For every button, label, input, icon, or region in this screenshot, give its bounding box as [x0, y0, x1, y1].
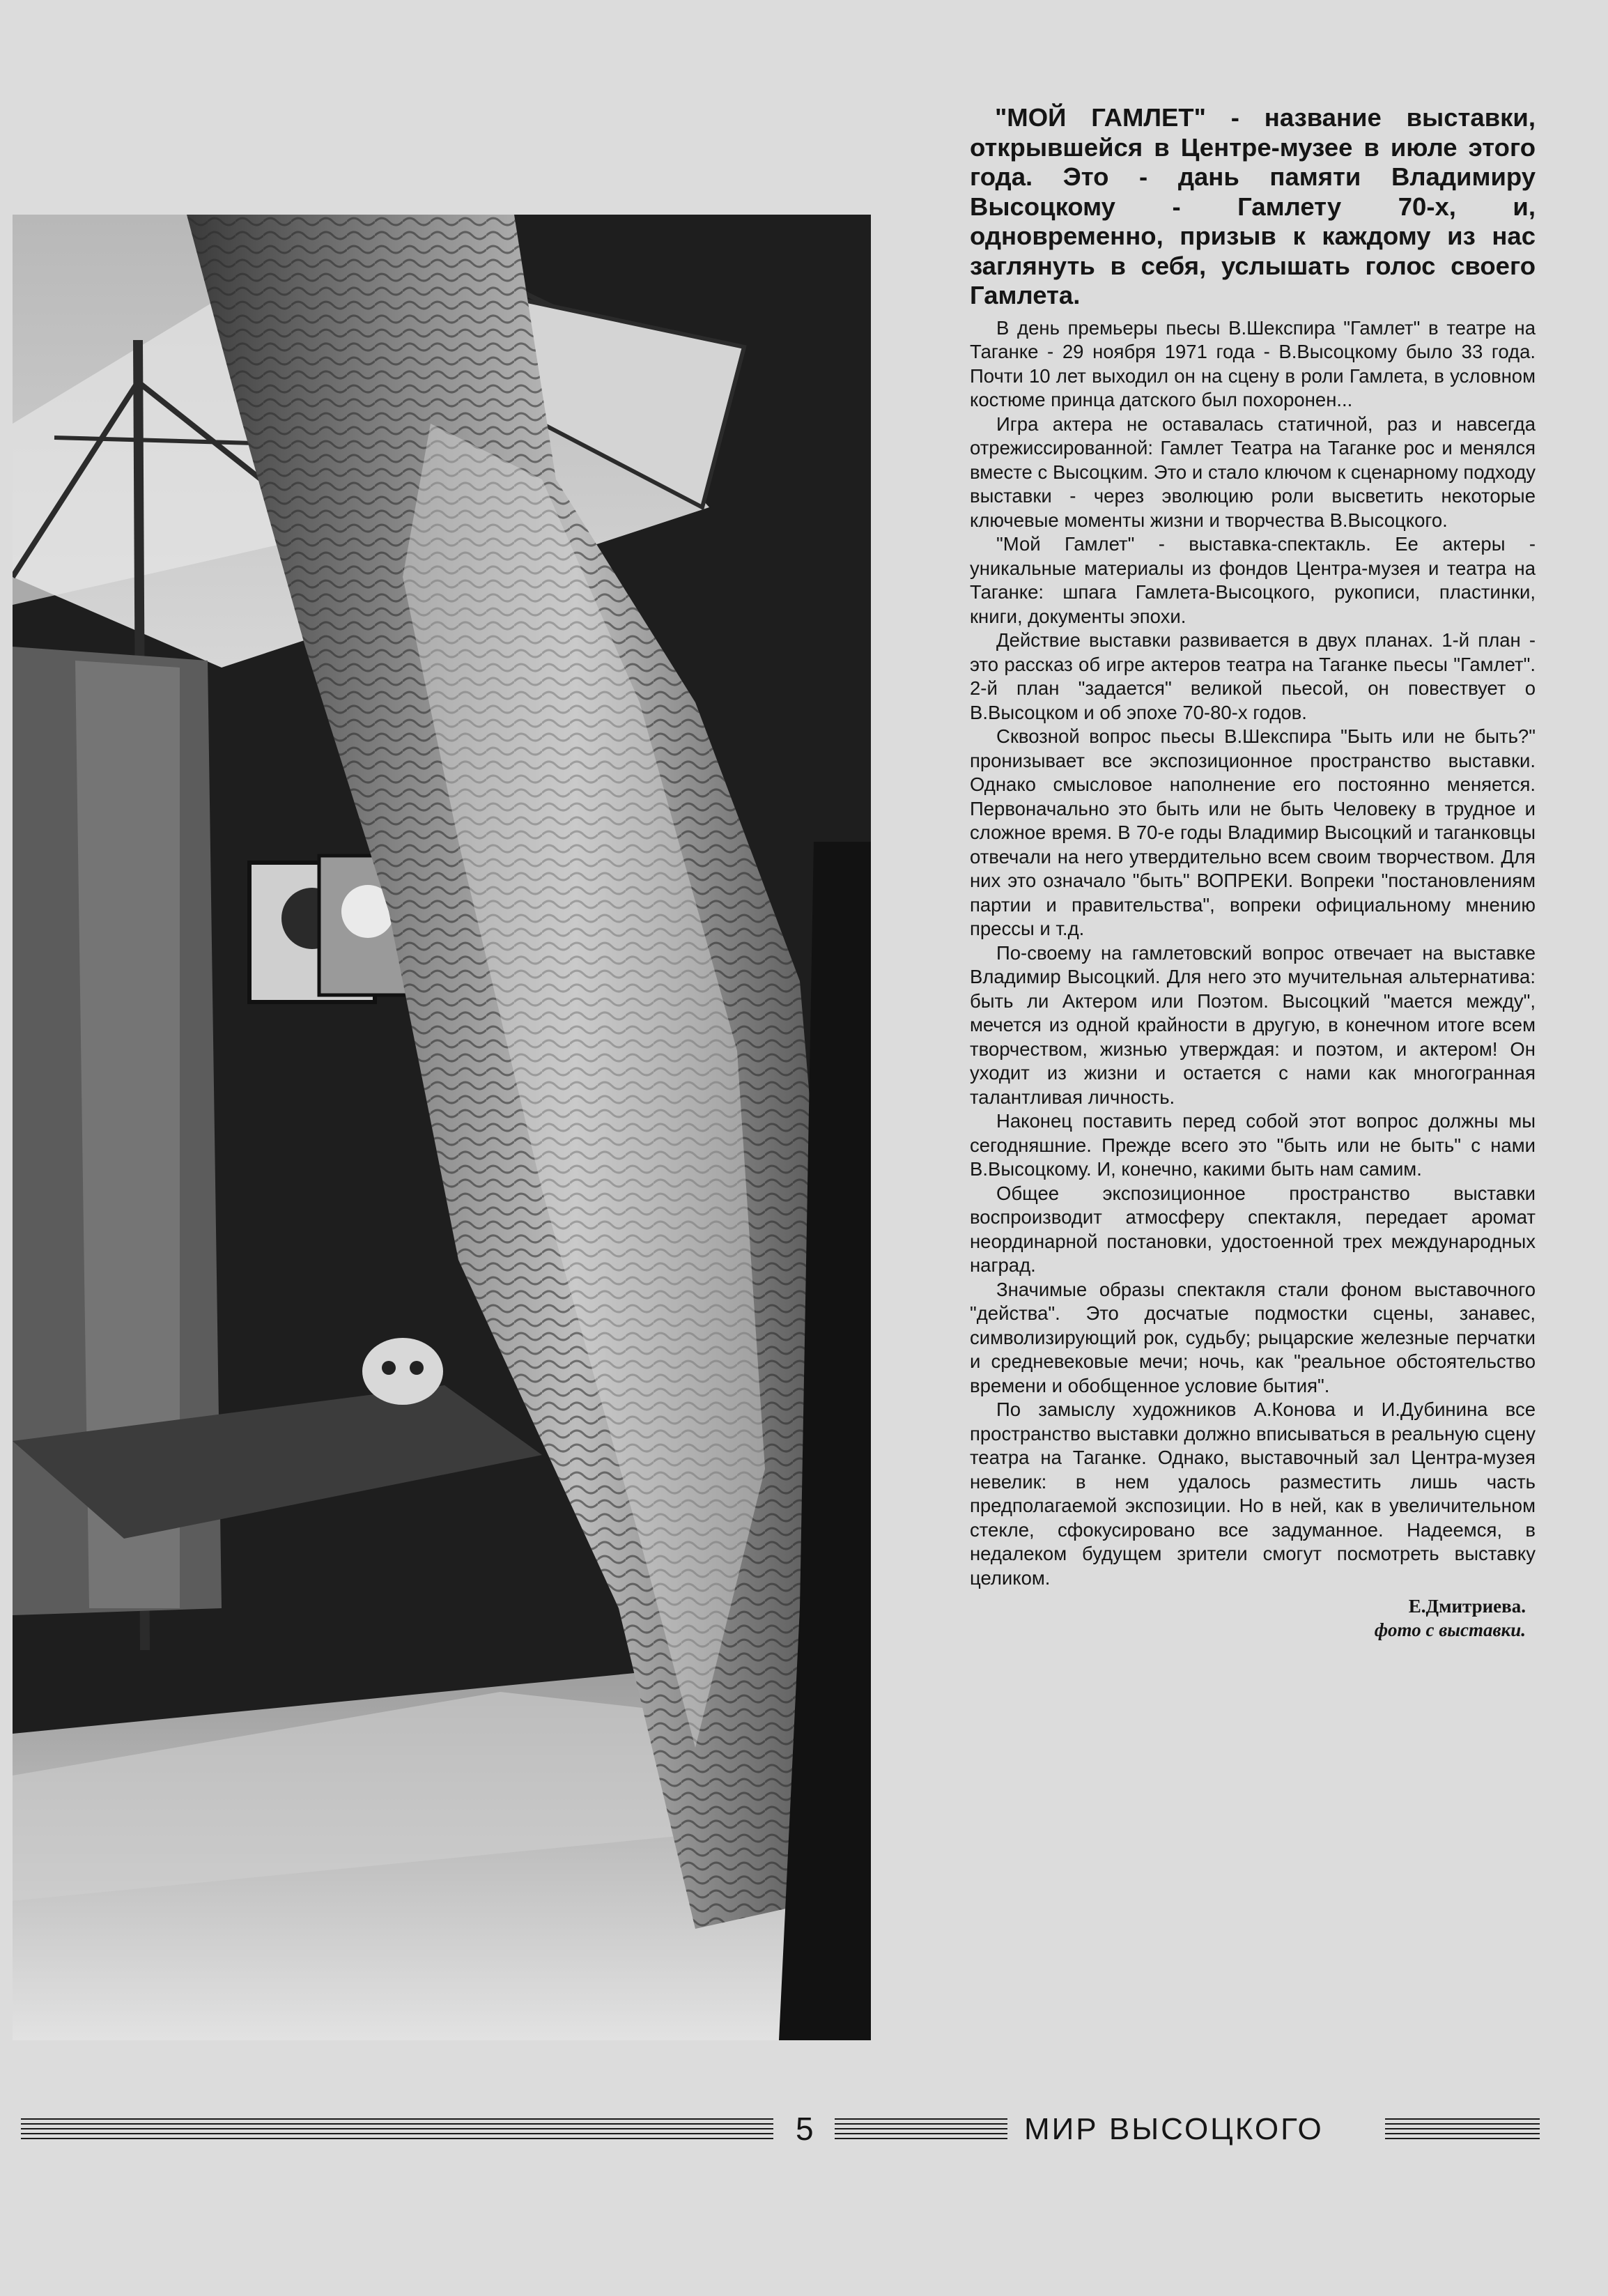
exhibition-photo [13, 215, 871, 2040]
article-paragraph: Наконец поставить перед собой этот вопрос должны мы сегодняшние. Прежде всего это "быть или не быть" с нами В.Высоцкому. И, конечно, какими быть нам самим. [970, 1110, 1536, 1180]
article-paragraph: Игра актера не оставалась статичной, раз и навсегда отрежиссированной: Гамлет Театра на Таганке рос и менялся вместе с Высоцким. Это и стало ключом к сценарному подходу выставки - через эволюцию роли высветить некоторые ключевые моменты жизни и творчества В.Высоцкого. [970, 413, 1536, 531]
footer-rule-middle [835, 2118, 1007, 2139]
page-number: 5 [796, 2111, 814, 2147]
article-lead: "МОЙ ГАМЛЕТ" - название выставки, открывшейся в Центре-музее в июле этого года. Это - дань памяти Владимиру Высоцкому - Гамлету 70-х, и, одновременно, призыв к каждому из нас заглянуть в себя, услышать голос своего Гамлета. [970, 103, 1536, 309]
article-author: Е.Дмитриева. [1408, 1596, 1526, 1617]
article-paragraph: По замыслу художников А.Конова и И.Дубинина все пространство выставки должно вписываться в реальную сцену театра на Таганке. Однако, выставочный зал Центра-музея невелик: в нем удалось разместить лишь часть предполагаемой экспозиции. Но в ней, как в увеличительном стекле, сфокусировано все задуманное. Надеемся, в недалеком будущем зрители смогут посмотреть выставку целиком. [970, 1399, 1536, 1589]
article-paragraph: В день премьеры пьесы В.Шекспира "Гамлет" в театре на Таганке - 29 ноября 1971 года - В.Высоцкому было 33 года. Почти 10 лет выходил он на сцену в роли Гамлета, в условном костюме принца датского был похоронен... [970, 316, 1536, 410]
article-paragraph: Действие выставки развивается в двух планах. 1-й план - это рассказ об игре актеров театра на Таганке пьесы "Гамлет". 2-й план "задается" великой пьесой, он повествует о В.Высоцком и об эпохе 70-80-х годов. [970, 629, 1536, 723]
exhibition-photo-image [13, 215, 871, 2040]
article-paragraph: Значимые образы спектакля стали фоном выставочного "действа". Это досчатые подмостки сцены, занавес, символизирующий рок, судьбу; рыцарские железные перчатки и средневековые мечи; ночь, как "реальное обстоятельство времени и обобщенное условие бытия". [970, 1278, 1536, 1396]
article-paragraph: Сквозной вопрос пьесы В.Шекспира "Быть или не быть?" пронизывает все экспозиционное пространство выставки. Однако смысловое наполнение его постоянно меняется. Первоначально это быть или не быть Человеку в трудное и сложное время. В 70-е годы Владимир Высоцкий и таганковцы отвечали на него утвердительно всем своим творчеством. Для них это означало "быть" ВОПРЕКИ. Вопреки "постановлениям партии и правительства", вопреки официальному мнению прессы и т.д. [970, 725, 1536, 939]
article-paragraph: По-своему на гамлетовский вопрос отвечает на выставке Владимир Высоцкий. Для него это мучительная альтернатива: быть ли Актером или Поэтом. Высоцкий "мается между", мечется из одной крайности в другую, в конечном итоге всем творчеством, жизнью утверждая: и поэтом, и актером! Он уходит из жизни и остается с нами как многогранная талантливая личность. [970, 941, 1536, 1108]
article [970, 103, 1536, 1929]
article-paragraph: Общее экспозиционное пространство выставки воспроизводит атмосферу спектакля, передает аромат неординарной постановки, удостоенной трех международных наград. [970, 1182, 1536, 1276]
article-paragraph: "Мой Гамлет" - выставка-спектакль. Ее актеры - уникальные материалы из фондов Центра-музея и театра на Таганке: шпага Гамлета-Высоцкого, рукописи, пластинки, книги, документы эпохи. [970, 533, 1536, 627]
footer-rule-right [1385, 2118, 1540, 2139]
photo-credit: фото с выставки. [1374, 1619, 1526, 1640]
page-footer [21, 2104, 1540, 2153]
masthead-title: МИР ВЫСОЦКОГО [1024, 2112, 1324, 2146]
footer-rule-left [21, 2118, 773, 2139]
